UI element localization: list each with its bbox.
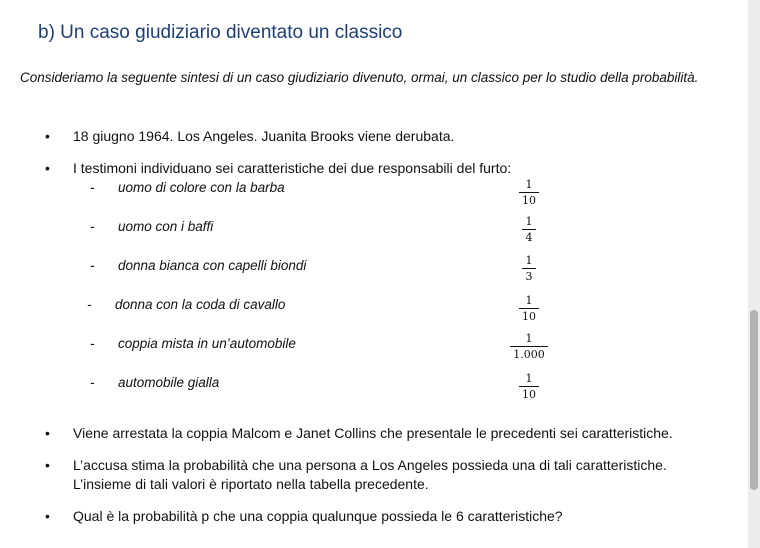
- fraction-denominator: 3: [525, 270, 533, 283]
- feature-probability: [519, 294, 539, 323]
- feature-text: donna bianca con capelli biondi: [118, 258, 307, 273]
- bullet-icon: •: [45, 457, 50, 473]
- dash-icon: -: [90, 375, 95, 390]
- fraction-bar: [522, 268, 536, 269]
- bullet-icon: •: [45, 128, 50, 144]
- section-heading: b) Un caso giudiziario diventato un classico: [38, 22, 403, 43]
- bullet-text: I testimoni individuano sei caratteristiche dei due responsabili del furto:: [73, 160, 512, 176]
- feature-probability: [519, 178, 539, 207]
- feature-text: donna con la coda di cavallo: [115, 297, 286, 312]
- scrollbar-thumb[interactable]: [750, 310, 758, 490]
- feature-text: coppia mista in un’automobile: [118, 336, 296, 351]
- dash-icon: -: [90, 258, 95, 273]
- feature-probability: [522, 254, 536, 283]
- dash-icon: -: [87, 297, 92, 312]
- bullet-icon: •: [45, 160, 50, 176]
- bullet-icon: •: [45, 508, 50, 524]
- dash-icon: -: [90, 219, 95, 234]
- feature-probability: [519, 372, 539, 401]
- bullet-text: L’insieme di tali valori è riportato nella tabella precedente.: [73, 476, 429, 492]
- fraction-numerator: 1: [525, 215, 533, 228]
- fraction-numerator: 1: [525, 294, 533, 307]
- fraction-denominator: 10: [522, 310, 536, 323]
- bullet-text: Qual è la probabilità p che una coppia qualunque possieda le 6 caratteristiche?: [73, 508, 563, 524]
- fraction-denominator: 10: [522, 194, 536, 207]
- fraction-numerator: 1: [525, 332, 533, 345]
- vertical-scrollbar[interactable]: [748, 0, 760, 548]
- fraction-numerator: 1: [525, 254, 533, 267]
- fraction-bar: [522, 229, 536, 230]
- fraction-numerator: 1: [525, 372, 533, 385]
- fraction-numerator: 1: [525, 178, 533, 191]
- dash-icon: -: [90, 180, 95, 195]
- bullet-text: Viene arrestata la coppia Malcom e Janet Collins che presentale le precedenti sei caratteristiche.: [73, 425, 673, 441]
- feature-text: uomo con i baffi: [118, 219, 214, 234]
- fraction-bar: [519, 192, 539, 193]
- fraction-denominator: 1.000: [513, 348, 545, 361]
- bullet-text: L’accusa stima la probabilità che una persona a Los Angeles possieda una di tali caratteristiche.: [73, 457, 667, 473]
- fraction-bar: [510, 346, 548, 347]
- fraction-denominator: 10: [522, 388, 536, 401]
- feature-text: automobile gialla: [118, 375, 220, 390]
- fraction-denominator: 4: [525, 231, 533, 244]
- fraction-bar: [519, 308, 539, 309]
- feature-probability: [522, 215, 536, 244]
- bullet-icon: •: [45, 425, 50, 441]
- feature-text: uomo di colore con la barba: [118, 180, 285, 195]
- intro-paragraph: Consideriamo la seguente sintesi di un caso giudiziario divenuto, ormai, un classico per lo studio della probabilità.: [20, 70, 699, 85]
- bullet-text: 18 giugno 1964. Los Angeles. Juanita Brooks viene derubata.: [73, 128, 455, 144]
- dash-icon: -: [90, 336, 95, 351]
- feature-probability: [510, 332, 548, 361]
- fraction-bar: [519, 386, 539, 387]
